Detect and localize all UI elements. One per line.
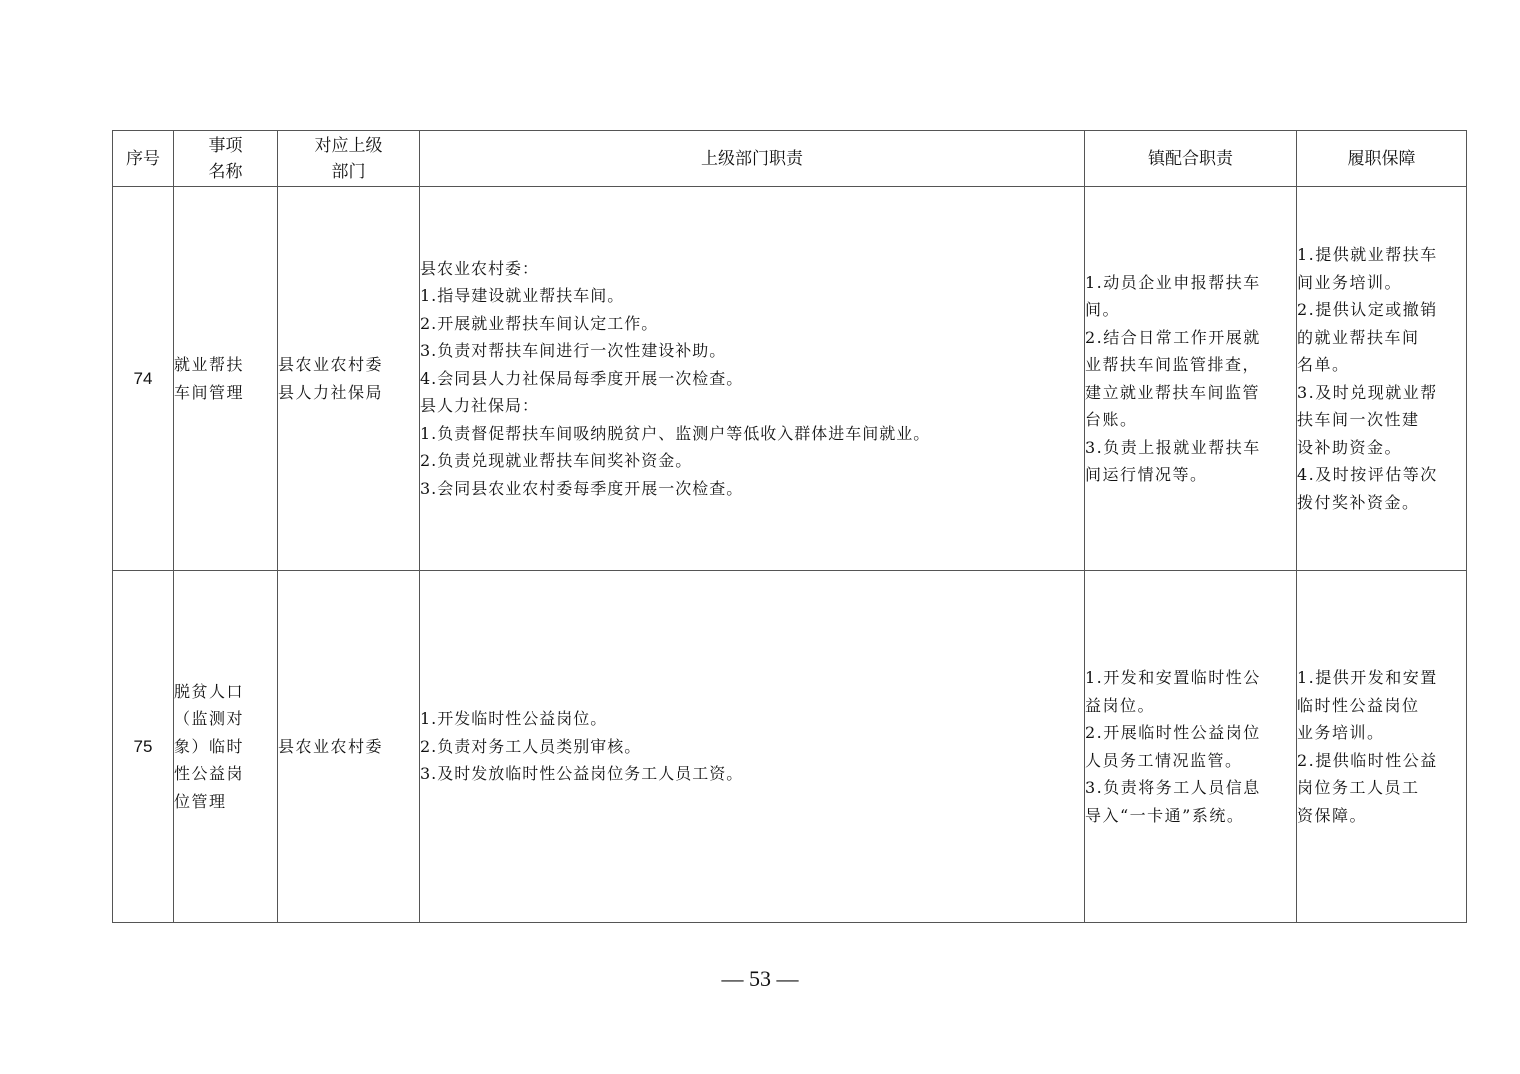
item-name-line: 象）临时	[174, 736, 245, 756]
upper-duty-line: 2.开展就业帮扶车间认定工作。	[420, 313, 659, 333]
row-number: 75	[113, 571, 174, 923]
guarantee-line: 1.提供开发和安置	[1297, 668, 1438, 687]
town-duty-line: 益岗位。	[1085, 695, 1156, 715]
guarantee-line: 名单。	[1297, 355, 1350, 374]
guarantee-cell	[1297, 571, 1467, 923]
town-duty-line: 3.负责上报就业帮扶车	[1085, 437, 1261, 457]
page-number: — 53 —	[721, 966, 799, 991]
town-duty-line: 人员务工情况监管。	[1085, 750, 1243, 770]
header-no: 序号	[113, 131, 174, 187]
guarantee-line: 临时性公益岗位	[1297, 695, 1420, 715]
town-duty-line: 间运行情况等。	[1085, 465, 1208, 484]
town-duty-cell	[1085, 571, 1297, 923]
town-duty-line: 1.开发和安置临时性公	[1085, 668, 1261, 687]
upper-duty-line: 4.会同县人力社保局每季度开展一次检查。	[420, 368, 744, 388]
upper-dept-line: 县农业农村委	[278, 355, 384, 374]
header-upper-dept	[278, 131, 420, 187]
town-duty-line: 1.动员企业申报帮扶车	[1085, 272, 1261, 292]
upper-dept-cell	[278, 187, 420, 571]
upper-duty-line: 1.开发临时性公益岗位。	[420, 709, 608, 729]
upper-duty-line: 3.会同县农业农村委每季度开展一次检查。	[420, 478, 744, 498]
guarantee-line: 2.提供认定或撤销	[1297, 300, 1438, 319]
upper-dept-line: 县人力社保局	[278, 382, 384, 402]
header-guarantee: 履职保障	[1297, 131, 1467, 187]
guarantee-line: 业务培训。	[1297, 723, 1385, 742]
guarantee-line: 资保障。	[1297, 805, 1368, 825]
table-header-row	[113, 131, 1467, 187]
guarantee-line: 2.提供临时性公益	[1297, 750, 1438, 770]
upper-duty-line: 1.指导建设就业帮扶车间。	[420, 286, 625, 306]
header-upper-duty: 上级部门职责	[420, 131, 1085, 187]
header-item-name-line: 名称	[208, 161, 243, 181]
upper-duty-line: 2.负责对务工人员类别审核。	[420, 736, 642, 756]
upper-duty-line: 3.及时发放临时性公益岗位务工人员工资。	[420, 764, 744, 784]
row-number: 74	[113, 187, 174, 571]
upper-duty-cell	[420, 571, 1085, 923]
item-name-line: 就业帮扶	[174, 355, 245, 374]
upper-duty-line: 1.负责督促帮扶车间吸纳脱贫户、监测户等低收入群体进车间就业。	[420, 423, 931, 443]
guarantee-line: 的就业帮扶车间	[1297, 327, 1420, 347]
duty-table	[112, 130, 1467, 923]
header-upper-dept-line: 部门	[331, 161, 366, 181]
table-row-75	[113, 571, 1467, 923]
guarantee-line: 1.提供就业帮扶车	[1297, 245, 1438, 264]
upper-dept-cell	[278, 571, 420, 923]
town-duty-line: 2.开展临时性公益岗位	[1085, 723, 1261, 742]
upper-duty-line: 3.负责对帮扶车间进行一次性建设补助。	[420, 341, 727, 361]
guarantee-line: 3.及时兑现就业帮	[1297, 382, 1438, 402]
item-name-line: 车间管理	[174, 382, 245, 402]
guarantee-line: 设补助资金。	[1297, 437, 1403, 457]
upper-duty-line: 县农业农村委：	[420, 258, 540, 278]
upper-duty-cell	[420, 187, 1085, 571]
town-duty-line: 建立就业帮扶车间监管	[1085, 382, 1261, 402]
town-duty-line: 2.结合日常工作开展就	[1085, 327, 1261, 347]
guarantee-line: 扶车间一次性建	[1297, 410, 1420, 429]
guarantee-line: 4.及时按评估等次	[1297, 465, 1438, 484]
item-name-cell	[174, 187, 278, 571]
guarantee-cell	[1297, 187, 1467, 571]
town-duty-cell	[1085, 187, 1297, 571]
guarantee-line: 岗位务工人员工	[1297, 778, 1420, 797]
item-name-cell	[174, 571, 278, 923]
header-upper-dept-line: 对应上级	[314, 135, 383, 155]
header-town-duty: 镇配合职责	[1085, 131, 1297, 187]
upper-duty-line: 2.负责兑现就业帮扶车间奖补资金。	[420, 451, 693, 471]
header-item-name-line: 事项	[208, 135, 243, 155]
item-name-line: 脱贫人口	[174, 681, 245, 701]
town-duty-line: 导入“一卡通”系统。	[1085, 805, 1245, 825]
header-item-name	[174, 131, 278, 187]
guarantee-line: 拨付奖补资金。	[1297, 492, 1420, 512]
upper-dept-line: 县农业农村委	[278, 736, 384, 756]
item-name-line: 位管理	[174, 791, 227, 811]
item-name-line: （监测对	[174, 709, 245, 729]
table-row-74	[113, 187, 1467, 571]
town-duty-line: 3.负责将务工人员信息	[1085, 778, 1261, 797]
item-name-line: 性公益岗	[174, 764, 245, 784]
town-duty-line: 业帮扶车间监管排查，	[1085, 355, 1261, 374]
town-duty-line: 间。	[1085, 300, 1121, 319]
guarantee-line: 间业务培训。	[1297, 272, 1403, 292]
upper-duty-line: 县人力社保局：	[420, 396, 540, 416]
town-duty-line: 台账。	[1085, 410, 1138, 429]
